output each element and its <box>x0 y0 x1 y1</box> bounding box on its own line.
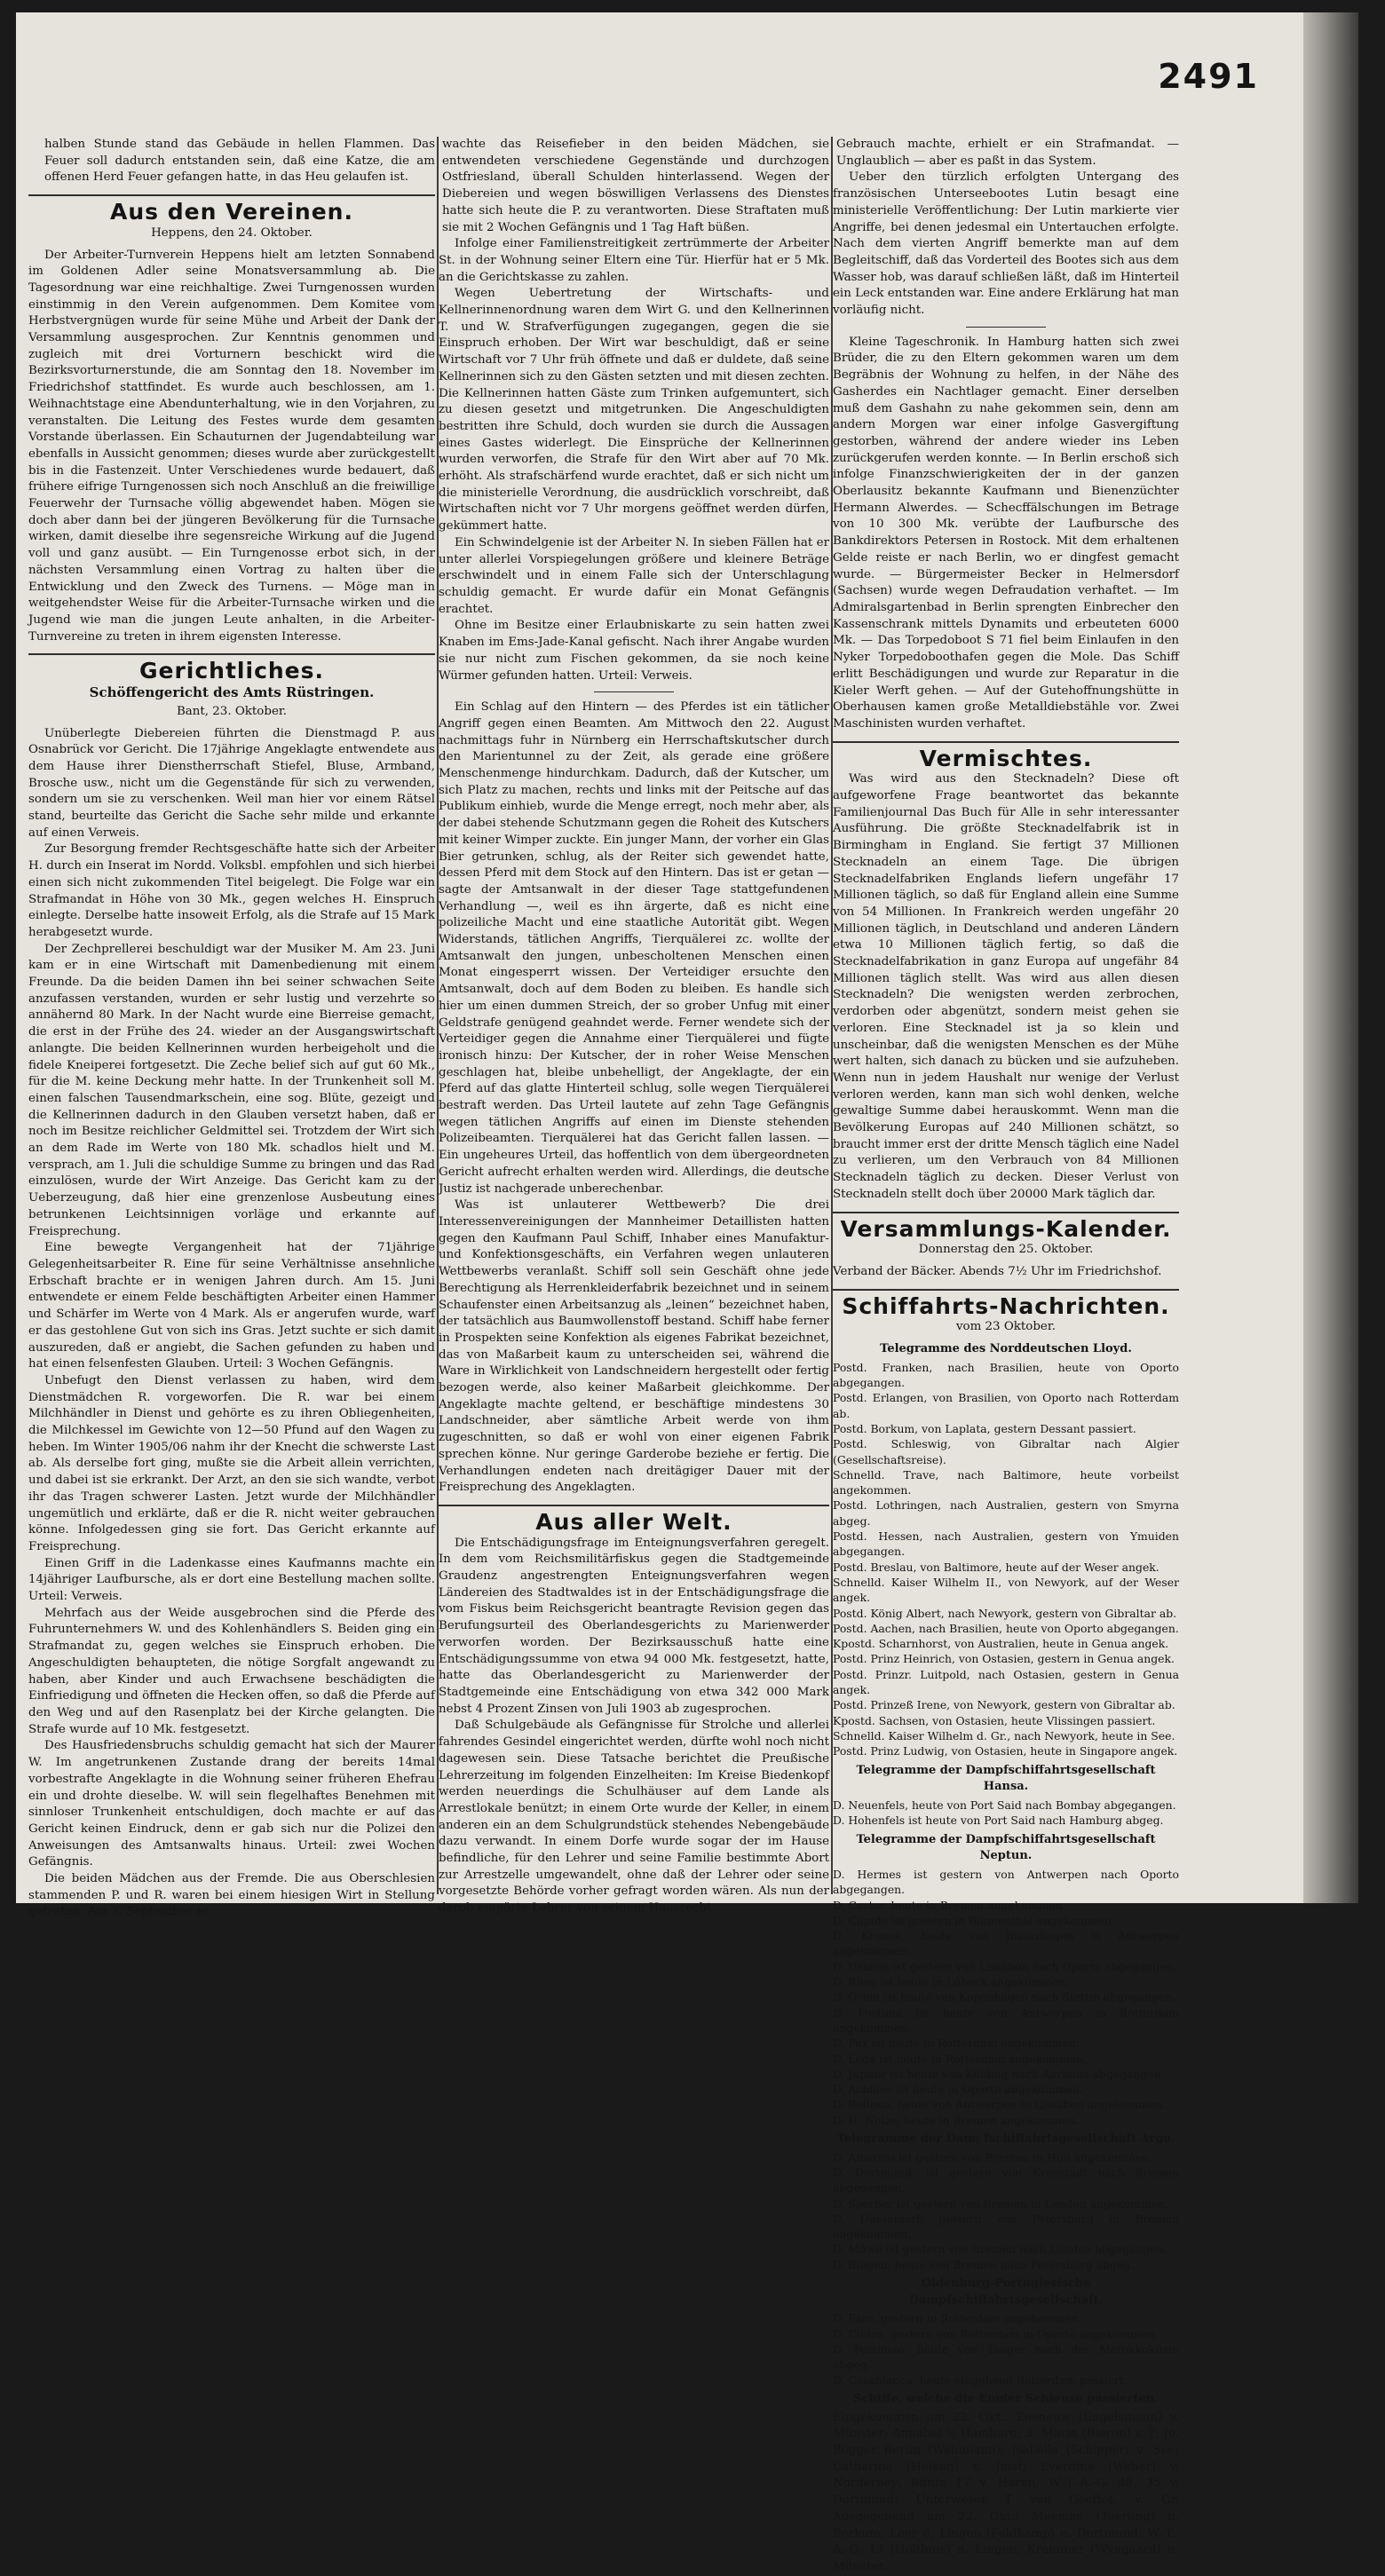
ship-entry: D. Hohenfels ist heute von Port Said nach Hamburg abgeg. <box>833 1813 1164 1828</box>
ship-entry: D. Cupido ist gestern in Blumenthal angekommen. <box>833 1913 1115 1927</box>
ship-entry: D. Orion ist heute von Kopenhagen nach Stettin abgegangen. <box>833 1990 1176 2004</box>
ship-entry: D. Achilles ist heute in Oporto angekommen. <box>833 2082 1083 2097</box>
ship-entry: D. Neuenfels, heute von Port Said nach Bombay abgegangen. <box>833 1798 1176 1812</box>
section-divider <box>28 653 435 655</box>
ship-entry: Postd. Borkum, von Laplata, gestern Dessant passiert. <box>833 1422 1136 1435</box>
ship-entry: D. Casablanca, heute eingehend Rotterdam passiert. <box>833 2373 1128 2387</box>
dateline: Bant, 23. Oktober. <box>176 704 288 718</box>
ship-entry: D. Sperber ist gestern von Bremen in London angekommen. <box>833 2196 1169 2210</box>
ship-entry: D. Hermes ist gestern von Antwerpen nach Oporto abgegangen. <box>833 1867 1179 1897</box>
section-divider <box>833 1212 1179 1213</box>
ship-entry: Postd. Breslau, von Baltimore, heute auf der Weser angek. <box>833 1560 1159 1574</box>
newspaper-page <box>16 12 1358 2573</box>
ship-entry: Postd. Aachen, nach Brasilien, heute von Oporto abgegangen. <box>833 1621 1179 1635</box>
ship-entry: Schnelld. Kaiser Wilhelm II., von Newyork, auf der Weser angek. <box>833 1575 1179 1605</box>
ship-list <box>833 1798 1179 1829</box>
section-heading: Gerichtliches. <box>138 658 325 684</box>
article-paragraph: Daß Schulgebäude als Gefängnisse für Strolche und allerlei fahrendes Gesindel eingerichtet werden, dürfte wohl noch nicht dagewesen sein. Diese Tatsache berichtet die Preußische Lehrerzeitung im folgenden Einzelheiten: Im Kreise Biedenkopf werden neuerdings die Schulhäuser auf dem Lande als Arrestlokale benützt; in einem Orte wurde der Keller, in einem anderen ein an dem Schulgrundstück stehendes Nebengebäude dazu verwandt. In einem Dorfe wurde sogar der im Hause befindliche, für den Lehrer und seine Familie bestimmte Abort zur Arrestzelle umgewandelt, ohne daß der Lehrer oder seine vorgesetzte Behörde vorher gefragt worden wären. Als nun der darob empörte Lehrer von seinem Hausrecht <box>439 1719 829 1916</box>
ship-list <box>833 1360 1179 1759</box>
ship-entry: Postd. Hessen, nach Australien, gestern von Ymuiden abgegangen. <box>833 1529 1179 1559</box>
telegram-heading: Telegramme des Norddeutschen Lloyd. <box>880 1342 1132 1356</box>
article-paragraph: Ohne im Besitze einer Erlaubniskarte zu sein hatten zwei Knaben im Ems-Jade-Kanal gefischt. Nach ihrer Angabe wurden sie nur nicht zum Fischen gekommen, da sie noch keine Würmer gefunden hatten. Urteil: Verweis. <box>439 619 829 683</box>
ship-entry: D. Cintra, gestern von Rotterdam in Oporto angekommen. <box>833 2327 1159 2341</box>
article-paragraph: Ein Schwindelgenie ist der Arbeiter N. In sieben Fällen hat er unter allerlei Vorspiegelungen größere und kleinere Beträge erschwindelt und in einem Falle sich der Unterschlagung schuldig gemacht. Er wurde dafür ein Monat Gefängnis erachtet. <box>439 535 829 616</box>
ship-entry: Postd. Prinz Ludwig, von Ostasien, heute in Singapore angek. <box>833 1744 1178 1758</box>
section-divider <box>28 194 435 196</box>
ship-entry: D. Leda ist heute in Rotterdam angekommen. <box>833 2051 1088 2066</box>
dateline: vom 23 Oktober. <box>955 1320 1057 1334</box>
telegram-heading: Schiffe, welche die Emder Schleuse passierten. <box>853 2391 1159 2406</box>
ship-entry: D. Portimao, heute von Tanger nach der Marokkoküste abgeg. <box>833 2343 1179 2372</box>
article-paragraph: Der Zechprellerei beschuldigt war der Musiker M. Am 23. Juni kam er in eine Wirtschaft mit Damenbedienung mit einem Freunde. Da die beiden Damen ihn bei seiner schwachen Seite anzufassen verstanden, wurden er sehr lustig und verzehrte so annähernd 80 Mark. In der Nacht wurde eine Bierreise gemacht, die erst in der Frühe des 24. wieder an der Ausgangswirtschaft anlangte. Die beiden Kellnerinnen wurden herbeigeholt und die fidele Kneiperei fortgesetzt. Die Zeche belief sich auf gut 60 Mk., für die M. keine Deckung mehr hatte. In der Trunkenheit soll M. einen falschen Tausendmarkschein, eine sog. Blüte, gezeigt und die Kellnerinnen dadurch in den Glauben versetzt haben, daß er noch im Besitze reichlicher Geldmittel sei. Trotzdem der Wirt sich an dem Rade im Werte von 180 Mk. schadlos hielt und M. versprach, am 1. Juli die schuldige Summe zu bringen und das Rad einzulösen, wurde der Wirt Anzeige. Das Gericht kam zu der Ueberzeugung, daß hier eine grenzenlose Ausbeutung eines betrunkenen Leichtsinnigen vorläge und erkannte auf Freisprechung. <box>28 942 435 1238</box>
column-3 <box>833 137 1179 2573</box>
ship-entry: Schnelld. Trave, nach Baltimore, heute vorbeilst angekommen. <box>833 1467 1179 1497</box>
ship-entry: D. Bingen, heute von Bremen nach Petersburg abgeg. <box>833 2257 1134 2272</box>
section-divider <box>439 1505 829 1506</box>
calendar-entry: Verband der Bäcker. Abends 7½ Uhr im Friedrichshof. <box>833 1265 1162 1278</box>
telegram-heading: Telegramme der Dampfschiffahrtsgesellschaft Neptun. <box>856 1832 1156 1863</box>
section-heading: Schiffahrts-Nachrichten. <box>842 1292 1170 1319</box>
page-number: 2491 <box>1158 57 1259 96</box>
ship-entry: Postd. Prinz Heinrich, von Ostasien, gestern in Genua angek. <box>833 1652 1175 1666</box>
telegram-heading: Telegramme der Dam; fschiffahrtsgesellschaft Argo. <box>836 2131 1175 2145</box>
section-heading: Versammlungs-Kalender. <box>840 1215 1172 1242</box>
column-1 <box>28 137 435 1919</box>
ship-entry: D. H. Nolze, heute in Bremen angekommen. <box>833 2113 1080 2127</box>
article-paragraph: Was wird aus den Stecknadeln? Diese oft aufgeworfene Frage beantwortet das bekannte Familienjournal Das Buch für Alle in sehr interessanter Ausführung. Die größte Stecknadelfabrik ist in Birmingham in England. Sie fertigt 37 Millionen Stecknadeln an einem Tage. Die übrigen Stecknadelfabriken Englands liefern ungefähr 17 Millionen täglich, so daß für England allein eine Summe von 54 Millionen. In Frankreich werden ungefähr 20 Millionen täglich, in Deutschland und anderen Ländern etwa 10 Millionen täglich fertig, so daß die Stecknadelfabrikation in ganz Europa auf ungefähr 84 Millionen täglich stellt. Was wird aus allen diesen Stecknadeln? Die wenigsten werden zerbrochen, verdorben oder abgenützt, sondern meist gehen sie verloren. Eine Stecknadel ist ja so klein und unscheinbar, daß die wenigsten Menschen es der Mühe wert halten, sich danach zu bücken und sie aufzuheben. Wenn nun in jedem Haushalt nur wenige der Verlust verloren werden, kann man sich wohl denken, welche gewaltige Summe dabei herauskommt. Wenn man die Bevölkerung Europas auf 240 Millionen schätzt, so braucht immer erst der dritte Mensch täglich eine Nadel zu verlieren, um den Verbrauch von 84 Millionen Stecknadeln täglich zu decken. Dieser Verlust von Stecknadeln stellt doch über 20000 Mark täglich dar. <box>833 772 1179 1201</box>
continued-paragraph: wachte das Reisefieber in den beiden Mädchen, sie entwendeten verschiedene Gegenstände und durchzogen Ostfriesland, überall Schulden hinterlassend. Wegen der Diebereien und wegen böswilligen Verlassens des Dienstes hatte sich heute die P. zu verantworten. Diese Straftaten muß sie mit 2 Wochen Gefängnis und 1 Tag Haft büßen. <box>442 138 829 234</box>
ship-entry: D. Albatros ist gestern von Bremen in Hull angekommen. <box>833 2150 1152 2164</box>
article-paragraph: Infolge einer Familienstreitigkeit zertrümmerte der Arbeiter St. in der Wohnung seiner Eltern eine Tür. Hierfür hat er 5 Mk. an die Gerichtskasse zu zahlen. <box>439 237 829 284</box>
article-paragraph: Unüberlegte Diebereien führten die Dienstmagd P. aus Osnabrück vor Gericht. Die 17jährige Angeklagte entwendete aus dem Hause ihrer Dienstherrschaft Stiefel, Bluse, Armband, Brosche usw., nicht um die Gegenstände für sich zu verwenden, sondern um sie zu verschenken. Weil man hier vor einem Rätsel stand, beurteilte das Gericht die Sache sehr milde und erkannte auf einen Verweis. <box>28 726 435 840</box>
article-paragraph: Die beiden Mädchen aus der Fremde. Die aus Oberschlesien stammenden P. und R. waren bei einem hiesigen Wirt in Stellung getreten. Am 3. September er <box>28 1872 435 1919</box>
article-paragraph: Was ist unlauterer Wettbewerb? Die drei Interessenvereinigungen der Mannheimer Detaillisten hatten gegen den Kaufmann Paul Schiff, Inhaber eines Manufaktur- und Konfektionsgeschäfts, ein Verfahren wegen unlauteren Wettbewerbs veranlaßt. Schiff soll sein Geschäft ohne jede Berechtigung als Herrenkleiderfabrik bezeichnet und in seinem Schaufenster einen Arbeitsanzug als „leinen“ bezeichnet haben, der tatsächlich aus Baumwollenstoff bestand. Schiff habe ferner in Prospekten seine Konfektion als eigenes Fabrikat bezeichnet, das von Maßarbeit kaum zu unterscheiden sei, während die Ware in Wirklichkeit von Landschneidern hergestellt oder fertig bezogen werde, also keiner Maßarbeit gleichkomme. Der Angeklagte machte geltend, er beschäftige mindestens 30 Landschneider, aber sämtliche Arbeit werde von ihm zugeschnitten, so daß er wohl von einer eigenen Fabrik sprechen könne. Nur geringe Garderobe beziehe er fertig. Die Verhandlungen endeten nach dreitägiger Dauer mit der Freisprechung des Angeklagten. <box>439 1198 829 1495</box>
ship-entry: Postd. Schleswig, von Gibraltar nach Algier (Gesellschaftsreise). <box>833 1437 1179 1466</box>
ship-entry: Kpostd. Sachsen, von Ostasien, heute Vlissingen passiert. <box>833 1713 1156 1727</box>
continued-paragraph: halben Stunde stand das Gebäude in hellen Flammen. Das Feuer soll dadurch entstanden sein, daß eine Katze, die am offenen Herd Feuer gefangen hatte, in das Heu gelaufen ist. <box>44 138 435 185</box>
ship-list <box>833 1867 1179 2128</box>
ship-passages: Eingekommen am 22. Okt.: Zeeneuw (Engelsmann) v. Münster; Annabat v. Hamburg; 3. Maria (Bieron) v. ?; Jo. Bogger Berlin (Wahlmann), Isabella (Schipper) v. See; Catharina (Heiken) v. Juist; Everdina (Weber) v. Norderney; Bünte 17 v. Haren; W.-T.-A.-G. 48, 35 v. Dortmund; Unterweser T von Geeftet. v. Gr. Ausgegehend am 22. Okt.: Meemke (Teerling) n. Borkum; Leer 8, Lingen (Feldkamp) n. Dortmund; W.-T.-A.-G. 13 (Holthuis) n. Lingen; Krammer (Wyngaard) n. Münster. <box>833 2410 1179 2573</box>
section-subheading: Schöffengericht des Amts Rüstringen. <box>89 684 375 701</box>
ship-entry: D. Uranus ist gestern von Lissabon nach Oporto abgegangen. <box>833 1959 1177 1973</box>
telegram-heading: Telegramme der Dampfschiffahrtsgesellschaft Hansa. <box>856 1763 1156 1794</box>
dateline: Heppens, den 24. Oktober. <box>151 225 313 240</box>
article-paragraph: Unbefugt den Dienst verlassen zu haben, wird dem Dienstmädchen R. vorgeworfen. Die R. war bei einem Milchhändler in Dienst und gehörte es zu ihren Obliegenheiten, die Milchkessel im Gewichte von 12—50 Pfund auf den Wagen zu heben. Im Winter 1905/06 nahm ihr der Knecht die schwerste Last ab. Als derselbe fort ging, mußte sie die Arbeit allein verrichten, und dabei ist sie erkrankt. Der Arzt, an den sie sich wandte, verbot ihr das Tragen schwerer Lasten. Jetzt wurde der Milchhändler ungemütlich und erklärte, daß er die R. nicht weiter gebrauchen könne. Infolgedessen ging sie fort. Das Gericht erkannte auf Freisprechung. <box>28 1373 435 1553</box>
section-divider <box>833 1289 1179 1291</box>
section-heading: Aus den Vereinen. <box>110 199 353 225</box>
ship-entry: D. Möwe ist gestern von Bremen nach London abgegangen. <box>833 2242 1167 2256</box>
article-paragraph: Des Hausfriedensbruchs schuldig gemacht hat sich der Maurer W. Im angetrunkenen Zustande drang der bereits 14mal vorbestrafte Angeklagte in die Wohnung seiner früheren Ehefrau ein und drohte dieselbe. W. will sein flegelhaftes Benehmen mit sinnloser Trunkenheit entschuldigen, doch machte er auf das Gericht keinen Eindruck, denn er gab sich nur die Polizei den Anweisungen des Amtsanwalts hinaus. Urteil: zwei Wochen Gefängnis. <box>28 1739 435 1869</box>
article-paragraph: Ein Schlag auf den Hintern — des Pferdes ist ein tätlicher Angriff gegen einen Beamten. Am Mittwoch den 22. August nachmittags fuhr in Nürnberg ein Herrschaftskutscher durch den Marientunnel zu der Zeit, als gerade eine größere Menschenmenge hindurchkam. Dadurch, daß der Kutscher, um sich Platz zu machen, rechts und links mit der Peitsche auf das Publikum einhieb, wurde die Menge erregt, noch mehr aber, als der dabei stehende Schutzmann gegen die Roheit des Kutschers mit keiner Wimper zuckte. Ein junger Mann, der vorher ein Glas Bier getrunken, schlug, als der Reiter sich gewendet hatte, dessen Pferd mit dem Stock auf den Hintern. Das ist er getan — sagte der Amtsanwalt in der dieser Tage stattgefundenen Verhandlung —, weil es ihn ärgerte, daß es nicht eine polizeiliche Macht und eine staatliche Autorität gibt. Wegen Widerstands, tätlichen Angriffs, Tierquälerei zc. wollte der Amtsanwalt den jungen, unbescholtenen Menschen einen Monat eingesperrt wissen. Der Verteidiger ersuchte den Amtsanwalt, doch auf dem Boden zu bleiben. Es handle sich hier um einen dummen Streich, der so grober Unfug mit einer Geldstrafe genügend geahndet werde. Ferner wendete sich der Verteidiger gegen die Annahme einer Tierquälerei und fügte ironisch hinzu: Der Kutscher, der in roher Weise Menschen geschlagen hat, bleibe unbehelligt, der Angeklagte, der ein Pferd auf das glatte Hinterteil schlug, solle wegen Tierquälerei bestraft werden. Das Urteil lautete auf zehn Tage Gefängnis wegen tätlichen Angriffs auf einen im Dienste stehenden Polizeibeamten. Tierquälerei hat das Gericht fallen lassen. — Ein ungeheures Urteil, das hoffentlich von dem übergeordneten Gericht aufrecht erhalten werden wird. Allerdings, die deutsche Justiz ist nachgerade unberechenbar. <box>439 700 829 1196</box>
ship-entry: D. Bellona, heute von Antwerpen in Lissabon angekommen. <box>833 2098 1167 2112</box>
article-paragraph: Der Arbeiter-Turnverein Heppens hielt am letzten Sonnabend im Goldenen Adler seine Monatsversammlung ab. Die Tagesordnung war eine reichhaltige. Zwei Turngenossen wurden einstimmig in den Verein aufgenommen. Dem Komitee vom Herbstvergnügen wurde für seine Mühe und Arbeit der Dank der Versammlung ausgesprochen. Zur Kenntnis genommen und zugleich mit drei Vorturnern beschickt wird die Bezirksvorturnerstunde, die am Sonntag den 18. November im Friedrichshof stattfindet. Es wurde auch beschlossen, am 1. Weihnachtstage eine Abendunterhaltung, wie in den Vorjahren, zu veranstalten. Die Leitung des Festes wurde dem gesamten Vorstande überlassen. Ein Schauturnen der Jugendabteilung war ebenfalls in Aussicht genommen; dieses wurde aber zurückgestellt bis in die Fastenzeit. Unter Verschiedenes wurde bedauert, daß frühere eifrige Turngenossen sich noch Anschluß an die freiwillige Feuerwehr der Turnsache völlig abgewendet haben. Mögen sie doch aber dann bei der jüngeren Bevölkerung für die Turnsache wirken, damit dieselbe ihre segensreiche Wirkung auf die Jugend voll und ganz ausübt. — Ein Turngenosse erbot sich, in der nächsten Versammlung einen Vortrag zu halten über die Entwicklung und den Zweck des Turnens. — Möge man in weitgehendster Weise für die Arbeiter-Turnsache wirken und die Jugend wie man die jungen Leute anhalten, in die Arbeiter-Turnvereine zu treten in ihrem eigensten Interesse. <box>28 248 435 644</box>
column-2 <box>439 137 829 1916</box>
article-paragraph: Ueber den türzlich erfolgten Untergang des französischen Unterseebootes Lutin besagt eine ministerielle Veröffentlichung: Der Lutin markierte vier Angriffe, bei denen jedesmal ein Untertauchen erfolgte. Nach dem vierten Angriff bemerkte man auf dem Begleitschiff, daß das Vorderteil des Bootes sich aus dem Wasser hob, was darauf schließen läßt, daß im Hinterteil ein Leck entstanden war. Eine andere Erklärung hat man vorläufig nicht. <box>833 170 1179 318</box>
section-divider <box>833 741 1179 743</box>
ship-entry: D. Pax ist heute in Rotterdam angekommen. <box>833 2036 1080 2051</box>
ship-list <box>833 2150 1179 2272</box>
ship-entry: D. Düsseldorf, gestern von Petersburg in Bremen angekommen. <box>833 2211 1179 2241</box>
article-paragraph: Kleine Tageschronik. In Hamburg hatten sich zwei Brüder, die zu den Eltern gekommen waren um dem Begräbnis der Wohnung zu helfen, in der Nähe des Gasherdes ein Nachtlager gemacht. Einer derselben muß dem Gashahn zu nahe gekommen sein, denn am andern Morgen war einer infolge Gasvergiftung gestorben, während der andere wieder ins Leben zurückgerufen werden konnte. — In Berlin erschoß sich infolge Finanzschwierigkeiten der in der ganzen Oberlausitz bekannte Kaufmann und Bienenzüchter Hermann Alwerdes. — Schecffälschungen im Betrage von 10 300 Mk. verübte der Laufbursche des Bankdirektors Petersen in Rostock. Mit dem erhaltenen Gelde reiste er nach Berlin, wo er dingfest gemacht wurde. — Bürgermeister Becker in Helmersdorf (Sachsen) wurde wegen Defraudation verhaftet. — Im Admiralsgartenbad in Berlin sprengten Einbrecher den Kassenschrank mittels Dynamits und erbeuteten 6000 Mk. — Das Torpedoboot S 71 fiel beim Einlaufen in den Nyker Torpedoboothafen gegen die Mole. Das Schiff erlitt Beschädigungen und wurde zur Reparatur in die Kieler Werft gehen. — Auf der Gutehoffnungshütte in Oberhausen kamen große Metalldiebstähle vor. Zwei Maschinisten wurden verhaftet. <box>833 335 1179 731</box>
article-paragraph: Einen Griff in die Ladenkasse eines Kaufmanns machte ein 14jähriger Laufbursche, als er dort eine Bestellung machen sollte. Urteil: Verweis. <box>28 1556 435 1604</box>
ship-entry: D. Kronos, heute von Blaardingen in Antwerpen angekommen. <box>833 1929 1179 1958</box>
section-heading: Vermischtes. <box>919 745 1093 771</box>
book-binding-edge <box>1303 12 1358 1903</box>
ship-entry: Kpostd. Scharnhorst, von Australien, heute in Genua angek. <box>833 1637 1169 1651</box>
ship-entry: Postd. Prinzeß Irene, von Newyork, gestern von Gibraltar ab. <box>833 1698 1175 1712</box>
ship-list <box>833 2311 1179 2387</box>
short-divider <box>594 691 674 692</box>
ship-entry: D. Dortmund, ist gestern von Kronstadt nach Bremen abgegangen. <box>833 2165 1179 2195</box>
article-paragraph: Wegen Uebertretung der Wirtschafts- und Kellnerinnenordnung waren dem Wirt G. und den Kellnerinnen T. und W. Strafverfügungen zugegangen, gegen die sie Einspruch erhoben. Der Wirt war beschuldigt, daß er seine Wirtschaft vor 7 Uhr früh öffnete und daß er duldete, daß seine Kellnerinnen sich zu den Gästen setzten und mit diesen zechten. Die Kellnerinnen hatten Gäste zum Trinken aufgemuntert, sich zu diesen gesetzt und mitgetrunken. Die Angeschuldigten bestritten ihre Schuld, doch wurden sie durch die Aussagen eines Gastes widerlegt. Die Einsprüche der Kellnerinnen wurden verworfen, die Strafe für den Wirt aber auf 70 Mk. erhöht. Als strafschärfend wurde erachtet, daß er sich nicht um die ministerielle Verordnung, die ausdrücklich vorschreibt, daß Wirtschaften nicht vor 7 Uhr morgens geöffnet werden dürfen, gekümmert hatte. <box>439 287 829 533</box>
continued-paragraph: Gebrauch machte, erhielt er ein Strafmandat. — Unglaublich — aber es paßt in das System. <box>836 138 1179 168</box>
section-heading: Aus aller Welt. <box>535 1508 732 1535</box>
article-paragraph: Zur Besorgung fremder Rechtsgeschäfte hatte sich der Arbeiter H. durch ein Inserat im Nordd. Volksbl. empfohlen und sich hierbei einen sich nicht zukommenden Titel beigelegt. Die Folge war ein Strafmandat in Höhe von 30 Mk., gegen welches H. Einspruch einlegte. Derselbe hatte insoweit Erfolg, als die Strafe auf 15 Mark herabgesetzt wurde. <box>28 842 435 939</box>
ship-entry: Schnelld. Kaiser Wilhelm d. Gr., nach Newyork, heute in See. <box>833 1728 1175 1742</box>
short-divider <box>966 327 1046 328</box>
ship-entry: Postd. Franken, nach Brasilien, heute von Oporto abgegangen. <box>833 1360 1179 1390</box>
ship-entry: Postd. König Albert, nach Newyork, gestern von Gibraltar ab. <box>833 1606 1177 1620</box>
ship-entry: Postd. Erlangen, von Brasilien, von Oporto nach Rotterdam ab. <box>833 1391 1179 1420</box>
ship-entry: D. Faro, gestern in Rotterdam angekommen. <box>833 2311 1082 2326</box>
article-paragraph: Mehrfach aus der Weide ausgebrochen sind die Pferde des Fuhrunternehmers W. und des Kohlenhändlers S. Beiden ging ein Strafmandat zu, gegen welches sie Einspruch erhoben. Die Angeschuldigten behaupteten, die nötige Sorgfalt angewandt zu haben, aber Kinder und auch Erwachsene beschädigten die Einfriedigung und öffneten die Hecken offen, so daß die Pferde auf den Weg und auf den Rasenplatz bei der Kirche gelangten. Die Strafe wurde auf 10 Mk. festgesetzt. <box>28 1606 435 1736</box>
ship-entry: D. Fortuna ist heute von Antwerpen in Rotterdam angekommen. <box>833 2005 1179 2035</box>
article-paragraph: Eine bewegte Vergangenheit hat der 71jährige Gelegenheitsarbeiter R. Eine für seine Verhältnisse ansehnliche Erbschaft brachte er in wenigen Jahren durch. Am 15. Juni entwendete er einem Felde beschäftigten Arbeiter einen Hammer und Schärfer im Werte von 4 Mark. Als er angerufen wurde, warf er das gestohlene Gut von sich ins Gras. Jetzt suchte er sich damit auszureden, daß er angiebt, die Sachen gefunden zu haben und hat einen felsenfesten Glauben. Urteil: 3 Wochen Gefängnis. <box>28 1241 435 1371</box>
ship-entry: D. Castor, heute in Bremen angekommen. <box>833 1898 1066 1912</box>
ship-entry: D. Jupiter ist heute von Kolding nach Aarhuus abgegangen. <box>833 2066 1165 2081</box>
article-paragraph: Die Entschädigungsfrage im Enteignungsverfahren geregelt. In dem vom Reichsmilitärfiskus gegen die Stadtgemeinde Graudenz angestrengten Enteignungsverfahren wegen Ländereien des Stadtwaldes ist in der Entschädigungsfrage die vom Fiskus beim Reichsgericht beantragte Revision gegen das Berufungsurteil des Oberlandesgerichts zu Marienwerder verworfen worden. Der Bezirksausschuß hatte eine Entschädigungssumme von etwa 94 000 Mk. festgesetzt, hatte, hatte das Oberlandesgericht zu Marienwerder der Stadtgemeinde eine Entschädigung von etwa 342 000 Mark nebst 4 Prozent Zinsen von Juli 1903 ab zugesprochen. <box>439 1536 829 1716</box>
ship-entry: Postd. Lothringen, nach Australien, gestern von Smyrna abgeg. <box>833 1498 1179 1528</box>
ship-entry: Postd. Prinzr. Luitpold, nach Ostasien, gestern in Genua angek. <box>833 1667 1179 1697</box>
ship-entry: D. Rhea ist heute in Lübeck angekommen. <box>833 1975 1070 1989</box>
dateline: Donnerstag den 25. Oktober. <box>918 1243 1094 1257</box>
telegram-heading: Oldenburg-Portugiesische Dampfschiffahrtsgesellschaft. <box>908 2277 1104 2307</box>
